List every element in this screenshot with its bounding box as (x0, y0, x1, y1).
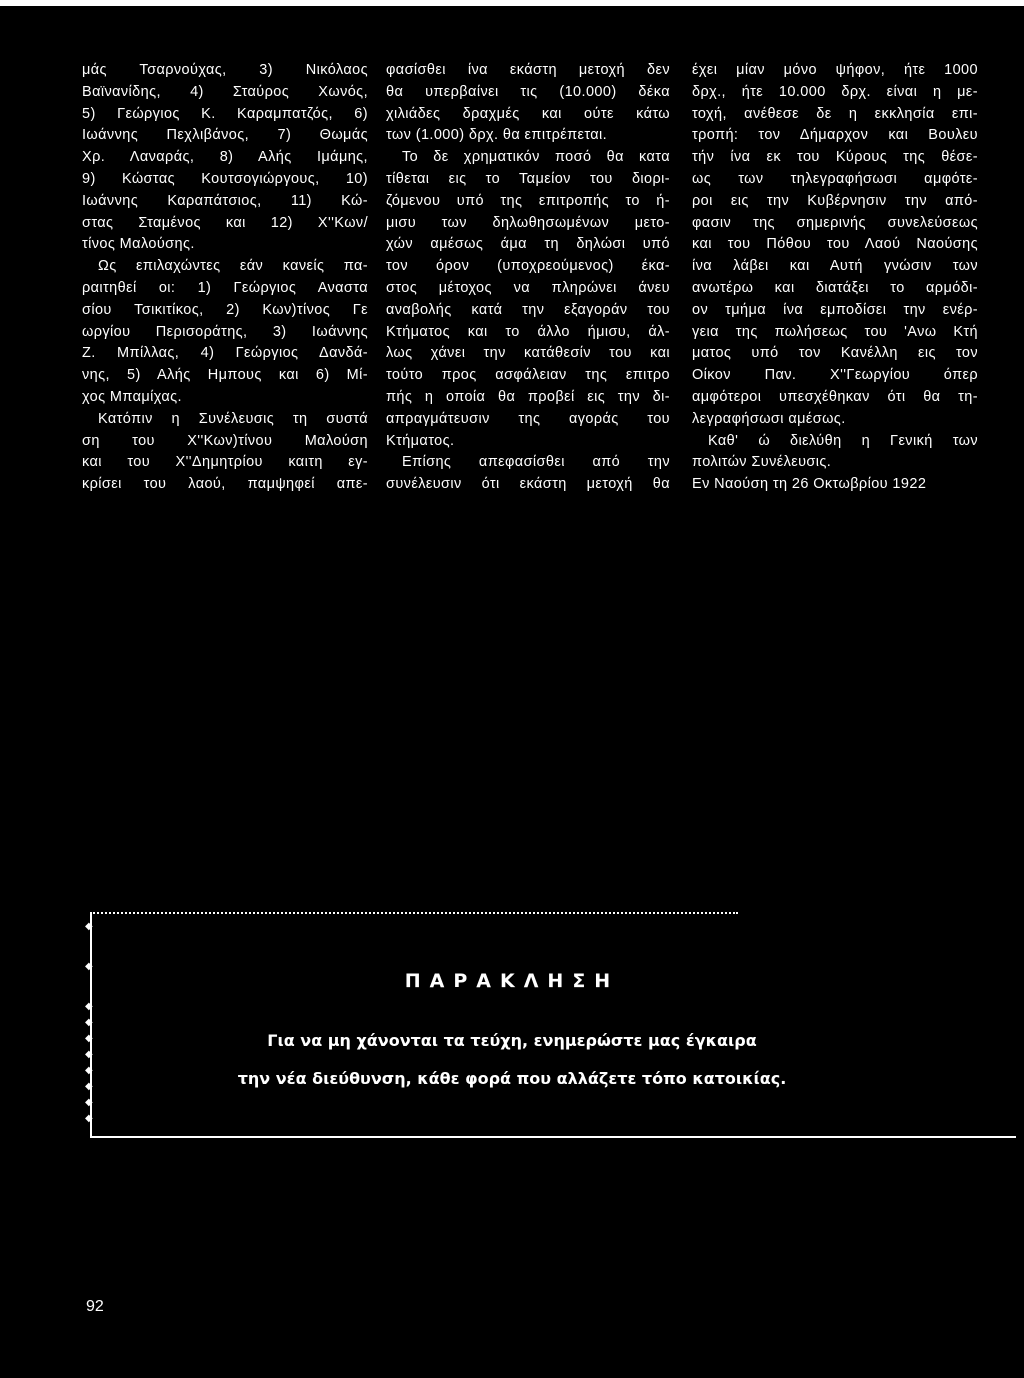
text-line: πής η οποία θα προβεί εις την δι- (386, 388, 670, 405)
text-column-1 (82, 60, 368, 496)
text-line: συνέλευσιν ότι εκάστη μετοχή θα (386, 476, 670, 493)
text-line: στας Σταμένος και 12) Χ''Κων/ (82, 214, 368, 231)
diamond-ornament-icon: ◆ (85, 1113, 93, 1124)
text-line: απραγμάτευσιν της αγοράς του (386, 410, 670, 427)
text-line: Ζ. Μπίλλας, 4) Γεώργιος Δανδά- (82, 345, 368, 362)
text-line: γεια της πωλήσεως του 'Ανω Κτή (692, 323, 978, 340)
text-line: ραιτηθεί οι: 1) Γεώργιος Αναστα (82, 279, 368, 296)
text-line: ματος υπό τον Κανέλλη εις τον (692, 345, 978, 362)
text-line: τούτο προς ασφάλειαν της επιτρο (386, 367, 670, 384)
text-line: χών αμέσως άμα τη δηλώσι υπό (386, 236, 670, 253)
text-line: τήν ίνα εκ του Κύρους της θέσε- (692, 149, 978, 166)
text-line: στος μέτοχος να πληρώνει άνευ (386, 279, 670, 296)
text-line: τίνος Μαλούσης. (82, 236, 195, 253)
text-line: τροπή: τον Δήμαρχον και Βουλευ (692, 127, 978, 144)
text-line: Εν Ναούση τη 26 Οκτωβρίου 1922 (692, 476, 927, 493)
notice-line-1: Για να μη χάνονται τα τεύχη, ενημερώστε μας έγκαιρα (267, 1031, 757, 1050)
diamond-ornament-icon: ◆ (85, 1033, 93, 1044)
notice-title: ΠΑΡΑΚΛΗΣΗ (404, 970, 620, 992)
text-column-3 (692, 60, 978, 496)
page-number: 92 (86, 1298, 104, 1315)
text-line: Καθ' ώ διελύθη η Γενική των (708, 432, 978, 449)
text-line: Κτήματος και το άλλο ήμισυ, άλ- (386, 323, 670, 340)
text-line: τον όρον (υποχρεούμενος) έκα- (386, 258, 670, 275)
text-line: των (1.000) δρχ. θα επιτρέπεται. (386, 127, 608, 144)
text-line: αναβολής κατά την εξαγοράν του (386, 301, 670, 318)
notice-top-border (90, 912, 738, 914)
text-line: λως χάνει την κατάθεσίν του και (386, 345, 670, 362)
text-line: νης, 5) Αλής Ημπους και 6) Μί- (82, 367, 368, 384)
diamond-ornament-icon: ◆ (85, 1049, 93, 1060)
notice-box (86, 908, 1016, 1148)
text-line: κρίσει του λαού, παμψηφεί απε- (82, 476, 368, 493)
text-line: χος Μπαμίχας. (82, 388, 182, 405)
text-line: θα υπερβαίνει τις (10.000) δέκα (386, 83, 670, 100)
diamond-ornament-icon: ◆ (85, 921, 93, 932)
notice-bottom-border (90, 1136, 1016, 1138)
text-line: Οίκον Παν. Χ''Γεωργίου όπερ (692, 367, 978, 384)
text-line: δρχ., ήτε 10.000 δρχ. είναι η με- (692, 83, 978, 100)
text-line: Κατόπιν η Συνέλευσις τη συστά (98, 410, 368, 427)
notice-line-2: την νέα διεύθυνση, κάθε φορά που αλλάζετε τόπο κατοικίας. (237, 1069, 787, 1088)
text-line: ως των τηλεγραφήσωσι αμφότε- (692, 170, 978, 187)
text-line: 5) Γεώργιος Κ. Καραμπατζός, 6) (82, 105, 368, 122)
text-line: Ιωάννης Καραπάτσιος, 11) Κώ- (82, 192, 368, 209)
text-line: πολιτών Συνέλευσις. (692, 454, 832, 471)
diamond-ornament-icon: ◆ (85, 1017, 93, 1028)
text-line: Το δε χρηματικόν ποσό θα κατα (402, 149, 670, 166)
diamond-ornament-icon: ◆ (85, 1001, 93, 1012)
text-line: μάς Τσαρνούχας, 3) Νικόλαος (82, 62, 368, 78)
text-line: ση του Χ''Κων)τίνου Μαλούση (82, 432, 368, 449)
text-line: φασίσθει ίνα εκάστη μετοχή δεν (386, 62, 670, 78)
text-line: τοχή, ανέθεσε δε η εκκλησία επι- (692, 105, 978, 122)
text-line: φασιν της σημερινής συνελεύσεως (692, 214, 978, 231)
text-line: Κτήματος. (386, 432, 455, 449)
text-line: Βαϊνανίδης, 4) Σταύρος Χωνός, (82, 83, 368, 100)
text-line: 9) Κώστας Κουτσογιώργους, 10) (82, 170, 368, 187)
text-line: και του Χ''Δημητρίου καιτη εγ- (82, 454, 368, 471)
diamond-ornament-icon: ◆ (85, 1081, 93, 1092)
text-line: λεγραφήσωσι αμέσως. (692, 410, 846, 427)
text-line: έχει μίαν μόνο ψήφον, ήτε 1000 (692, 62, 978, 78)
diamond-ornament-icon: ◆ (85, 961, 93, 972)
text-column-2 (386, 60, 670, 496)
text-line: μισυ των δηλωθησωμένων μετο- (386, 214, 670, 231)
text-line: τίθεται εις το Ταμείον του διορι- (386, 170, 670, 187)
notice-body (86, 1022, 938, 1098)
text-line: Επίσης απεφασίσθει από την (402, 454, 670, 471)
text-line: σίου Τσικιτίκος, 2) Κων)τίνος Γε (82, 301, 368, 318)
text-line: Ως επιλαχώντες εάν κανείς πα- (98, 258, 368, 275)
text-line: αμφότεροι υπεσχέθηκαν ότι θα τη- (692, 388, 978, 405)
text-line: ωργίου Περισοράτης, 3) Ιωάννης (82, 323, 368, 340)
diamond-ornament-icon: ◆ (85, 1065, 93, 1076)
text-line: ζόμενου υπό της επιτροπής το ή- (386, 192, 670, 209)
text-line: ον τμήμα ίνα εμποδίσει την ενέρ- (692, 301, 978, 318)
text-line: Ιωάννης Πεχλιβάνος, 7) Θωμάς (82, 127, 368, 144)
text-line: ροι εις την Κυβέρνησιν την από- (692, 192, 978, 209)
text-line: ίνα λάβει και Αυτή γνώσιν των (692, 258, 978, 275)
top-rule (0, 0, 1024, 6)
text-line: χιλιάδες δραχμές και ούτε κάτω (386, 105, 670, 122)
diamond-ornament-icon: ◆ (85, 1097, 93, 1108)
text-line: ανωτέρω και διατάξει το αρμόδι- (692, 279, 978, 296)
text-line: και του Πόθου του Λαού Ναούσης (692, 236, 978, 253)
text-line: Χρ. Λαναράς, 8) Αλής Ιμάμης, (82, 149, 368, 166)
